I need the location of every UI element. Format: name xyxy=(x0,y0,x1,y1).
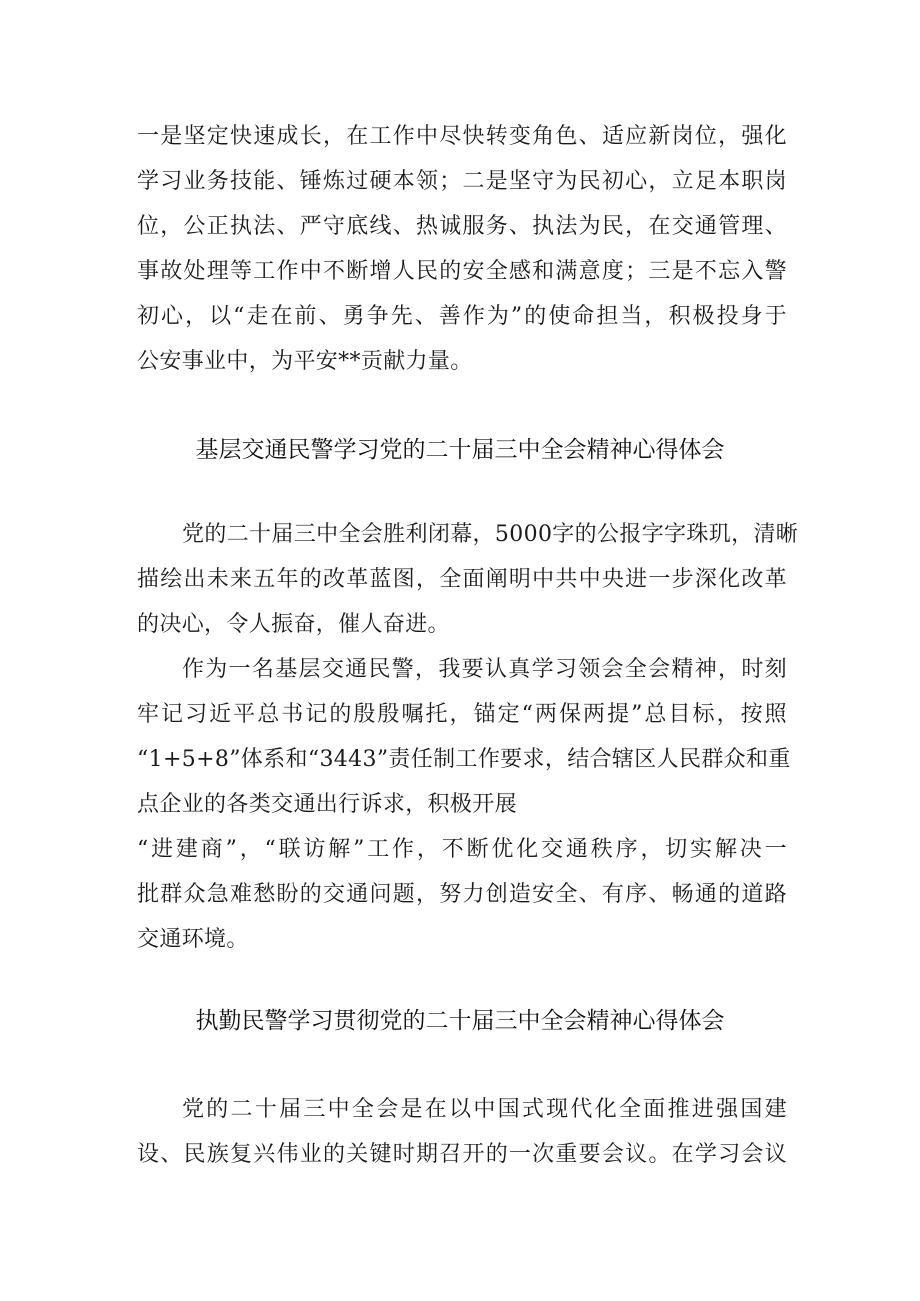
paragraph-line: 党的二十届三中全会是在以中国式现代化全面推进强国建 xyxy=(182,1097,787,1122)
paragraph-line: 描绘出未来五年的改革蓝图，全面阐明中共中央进一步深化改革 xyxy=(137,567,787,592)
section-title: 基层交通民警学习党的二十届三中全会精神心得体会 xyxy=(195,437,725,463)
paragraph-line: 作为一名基层交通民警，我要认真学习领会全会精神，时刻 xyxy=(182,657,787,682)
paragraph-line: 党的二十届三中全会胜利闭幕，5000字的公报字字珠玑，清晰 xyxy=(182,522,799,547)
paragraph-line: 初心，以“走在前、勇争先、善作为”的使命担当，积极投身于 xyxy=(137,304,787,329)
paragraph-line: 事故处理等工作中不断增人民的安全感和满意度；三是不忘入警 xyxy=(137,259,787,284)
paragraph-line: 点企业的各类交通出行诉求，积极开展 xyxy=(137,792,517,817)
paragraph-line: 批群众急难愁盼的交通问题，努力创造安全、有序、畅通的道路 xyxy=(137,882,787,907)
paragraph-line: 位，公正执法、严守底线、热诚服务、执法为民，在交通管理、 xyxy=(137,214,787,239)
paragraph-line: “1+5+8”体系和“3443”责任制工作要求，结合辖区人民群众和重 xyxy=(137,747,791,772)
section-1-body xyxy=(137,512,799,962)
paragraph-line: 的决心，令人振奋，催人奋进。 xyxy=(137,612,450,637)
intro-paragraph xyxy=(137,114,787,384)
paragraph-line: 一是坚定快速成长，在工作中尽快转变角色、适应新岗位，强化 xyxy=(137,124,787,149)
paragraph-line: 设、民族复兴伟业的关键时期召开的一次重要会议。在学习会议 xyxy=(137,1142,787,1167)
paragraph-line: 学习业务技能、锤炼过硬本领；二是坚守为民初心，立足本职岗 xyxy=(137,169,787,194)
paragraph-line: “进建商”，“联访解”工作，不断优化交通秩序，切实解决一 xyxy=(137,837,787,862)
section-2-body xyxy=(137,1087,787,1177)
paragraph-line: 牢记习近平总书记的殷殷嘱托，锚定“两保两提”总目标，按照 xyxy=(137,702,787,727)
paragraph-line: 公安事业中，为平安**贡献力量。 xyxy=(137,349,473,374)
paragraph-line: 交通环境。 xyxy=(137,927,249,952)
section-title: 执勤民警学习贯彻党的二十届三中全会精神心得体会 xyxy=(195,1008,725,1034)
